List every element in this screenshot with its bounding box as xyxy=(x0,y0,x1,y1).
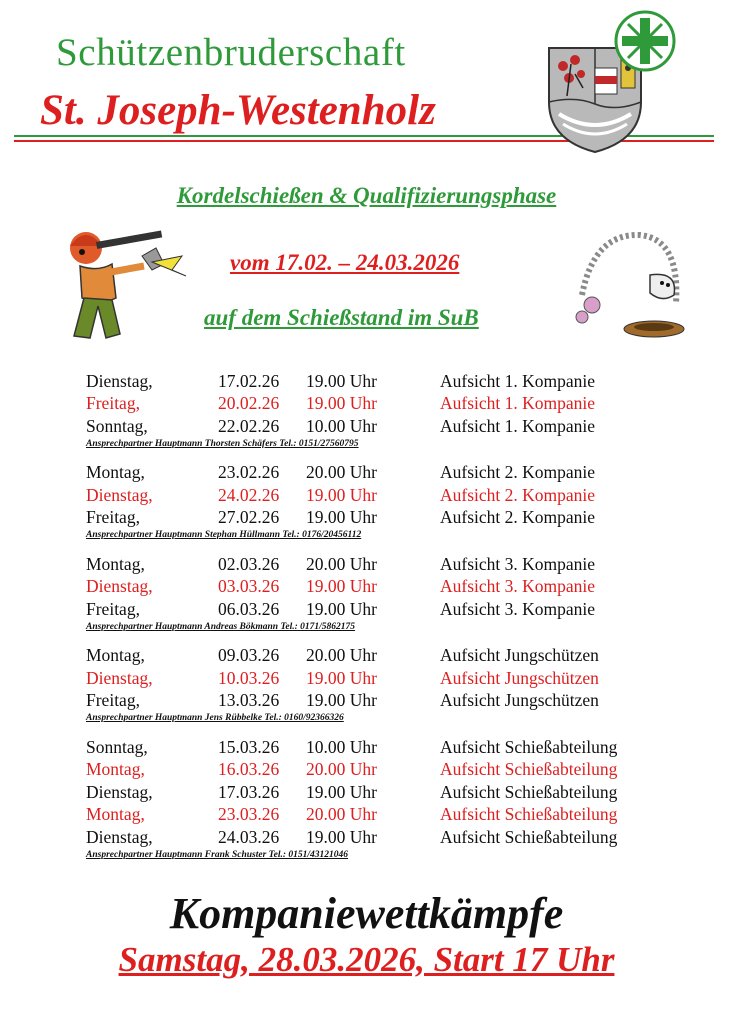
contact-person: Ansprechpartner Hauptmann Stephan Hüllmann Tel.: 0176/20456112 xyxy=(86,530,362,540)
row-date: 17.02.26 xyxy=(218,370,280,391)
shooter-cartoon-icon xyxy=(60,226,190,350)
schedule-row xyxy=(86,826,686,849)
row-day: Freitag, xyxy=(86,598,140,619)
row-supervision: Aufsicht 1. Kompanie xyxy=(440,393,596,414)
row-day: Dienstag, xyxy=(86,576,153,597)
schedule-group xyxy=(86,553,686,635)
row-date: 03.03.26 xyxy=(218,576,280,597)
row-time: 10.00 Uhr xyxy=(306,736,377,757)
schedule-row xyxy=(86,690,686,713)
row-day: Freitag, xyxy=(86,507,140,528)
row-time: 19.00 Uhr xyxy=(306,667,377,688)
row-date: 24.02.26 xyxy=(218,484,280,505)
schedule-table xyxy=(86,370,686,873)
schedule-group xyxy=(86,370,686,452)
row-supervision: Aufsicht Jungschützen xyxy=(440,690,599,711)
row-supervision: Aufsicht Schießabteilung xyxy=(440,781,618,802)
row-supervision: Aufsicht Schießabteilung xyxy=(440,736,618,757)
competition-date: Samstag, 28.03.2026, Start 17 Uhr xyxy=(118,940,615,979)
schedule-row xyxy=(86,759,686,782)
row-day: Montag, xyxy=(86,804,145,825)
row-supervision: Aufsicht 2. Kompanie xyxy=(440,462,596,483)
row-time: 19.00 Uhr xyxy=(306,826,377,847)
row-date: 23.03.26 xyxy=(218,804,280,825)
row-supervision: Aufsicht Jungschützen xyxy=(440,645,599,666)
row-time: 19.00 Uhr xyxy=(306,576,377,597)
schedule-row xyxy=(86,393,686,416)
club-location: St. Joseph-Westenholz xyxy=(40,87,436,134)
row-time: 19.00 Uhr xyxy=(306,690,377,711)
schedule-row xyxy=(86,370,686,393)
event-date-range: vom 17.02. – 24.03.2026 xyxy=(230,250,460,275)
schedule-row xyxy=(86,484,686,507)
row-time: 19.00 Uhr xyxy=(306,507,377,528)
row-time: 10.00 Uhr xyxy=(306,415,377,436)
club-cross-icon xyxy=(614,10,676,72)
schedule-group xyxy=(86,462,686,544)
target-hit-cartoon-icon xyxy=(570,225,690,350)
row-day: Dienstag, xyxy=(86,370,153,391)
row-date: 17.03.26 xyxy=(218,781,280,802)
schedule-row xyxy=(86,576,686,599)
row-time: 20.00 Uhr xyxy=(306,553,377,574)
row-time: 20.00 Uhr xyxy=(306,462,377,483)
schedule-row xyxy=(86,462,686,485)
row-day: Freitag, xyxy=(86,690,140,711)
row-day: Dienstag, xyxy=(86,667,153,688)
row-day: Montag, xyxy=(86,462,145,483)
row-supervision: Aufsicht Jungschützen xyxy=(440,667,599,688)
schedule-row xyxy=(86,667,686,690)
event-location: auf dem Schießstand im SuB xyxy=(204,305,479,330)
row-supervision: Aufsicht 2. Kompanie xyxy=(440,484,596,505)
contact-person: Ansprechpartner Hauptmann Frank Schuster Tel.: 0151/43121046 xyxy=(86,849,349,860)
row-supervision: Aufsicht Schießabteilung xyxy=(440,804,618,825)
row-day: Freitag, xyxy=(86,393,140,414)
row-date: 09.03.26 xyxy=(218,645,280,666)
row-date: 06.03.26 xyxy=(218,598,280,619)
contact-person: Ansprechpartner Hauptmann Andreas Bökmann Tel.: 0171/5862175 xyxy=(86,621,356,632)
row-date: 27.02.26 xyxy=(218,507,280,528)
row-date: 20.02.26 xyxy=(218,393,280,414)
schedule-row xyxy=(86,507,686,530)
row-time: 19.00 Uhr xyxy=(306,598,377,619)
row-supervision: Aufsicht Schießabteilung xyxy=(440,826,618,847)
row-day: Montag, xyxy=(86,553,145,574)
row-supervision: Aufsicht 3. Kompanie xyxy=(440,553,596,574)
schedule-row xyxy=(86,645,686,668)
row-time: 19.00 Uhr xyxy=(306,393,377,414)
row-date: 23.02.26 xyxy=(218,462,280,483)
event-title: Kordelschießen & Qualifizierungsphase xyxy=(176,183,557,208)
contact-person: Ansprechpartner Hauptmann Jens Rübbelke Tel.: 0160/92366326 xyxy=(86,713,344,723)
row-date: 22.02.26 xyxy=(218,415,280,436)
row-supervision: Aufsicht 2. Kompanie xyxy=(440,507,596,528)
row-date: 02.03.26 xyxy=(218,553,280,574)
schedule-row xyxy=(86,598,686,621)
row-time: 20.00 Uhr xyxy=(306,759,377,780)
schedule-row xyxy=(86,415,686,438)
schedule-group xyxy=(86,645,686,727)
row-time: 19.00 Uhr xyxy=(306,370,377,391)
row-date: 13.03.26 xyxy=(218,690,280,711)
schedule-row xyxy=(86,553,686,576)
contact-person: Ansprechpartner Hauptmann Thorsten Schäfers Tel.: 0151/27560795 xyxy=(86,438,359,449)
row-day: Dienstag, xyxy=(86,781,153,802)
row-date: 16.03.26 xyxy=(218,759,280,780)
row-supervision: Aufsicht 1. Kompanie xyxy=(440,370,596,391)
row-supervision: Aufsicht 3. Kompanie xyxy=(440,598,596,619)
row-day: Sonntag, xyxy=(86,736,148,757)
row-time: 19.00 Uhr xyxy=(306,781,377,802)
row-day: Montag, xyxy=(86,645,145,666)
schedule-group xyxy=(86,736,686,863)
row-supervision: Aufsicht 1. Kompanie xyxy=(440,415,596,436)
row-date: 10.03.26 xyxy=(218,667,280,688)
competition-headline: Kompaniewettkämpfe xyxy=(169,889,564,938)
row-supervision: Aufsicht 3. Kompanie xyxy=(440,576,596,597)
row-time: 19.00 Uhr xyxy=(306,484,377,505)
schedule-row xyxy=(86,781,686,804)
row-day: Sonntag, xyxy=(86,415,148,436)
schedule-row xyxy=(86,804,686,827)
row-time: 20.00 Uhr xyxy=(306,804,377,825)
row-date: 24.03.26 xyxy=(218,826,280,847)
row-day: Dienstag, xyxy=(86,826,153,847)
schedule-row xyxy=(86,736,686,759)
row-day: Montag, xyxy=(86,759,145,780)
row-supervision: Aufsicht Schießabteilung xyxy=(440,759,618,780)
row-date: 15.03.26 xyxy=(218,736,280,757)
row-time: 20.00 Uhr xyxy=(306,645,377,666)
club-name: Schützenbruderschaft xyxy=(56,31,406,74)
row-day: Dienstag, xyxy=(86,484,153,505)
